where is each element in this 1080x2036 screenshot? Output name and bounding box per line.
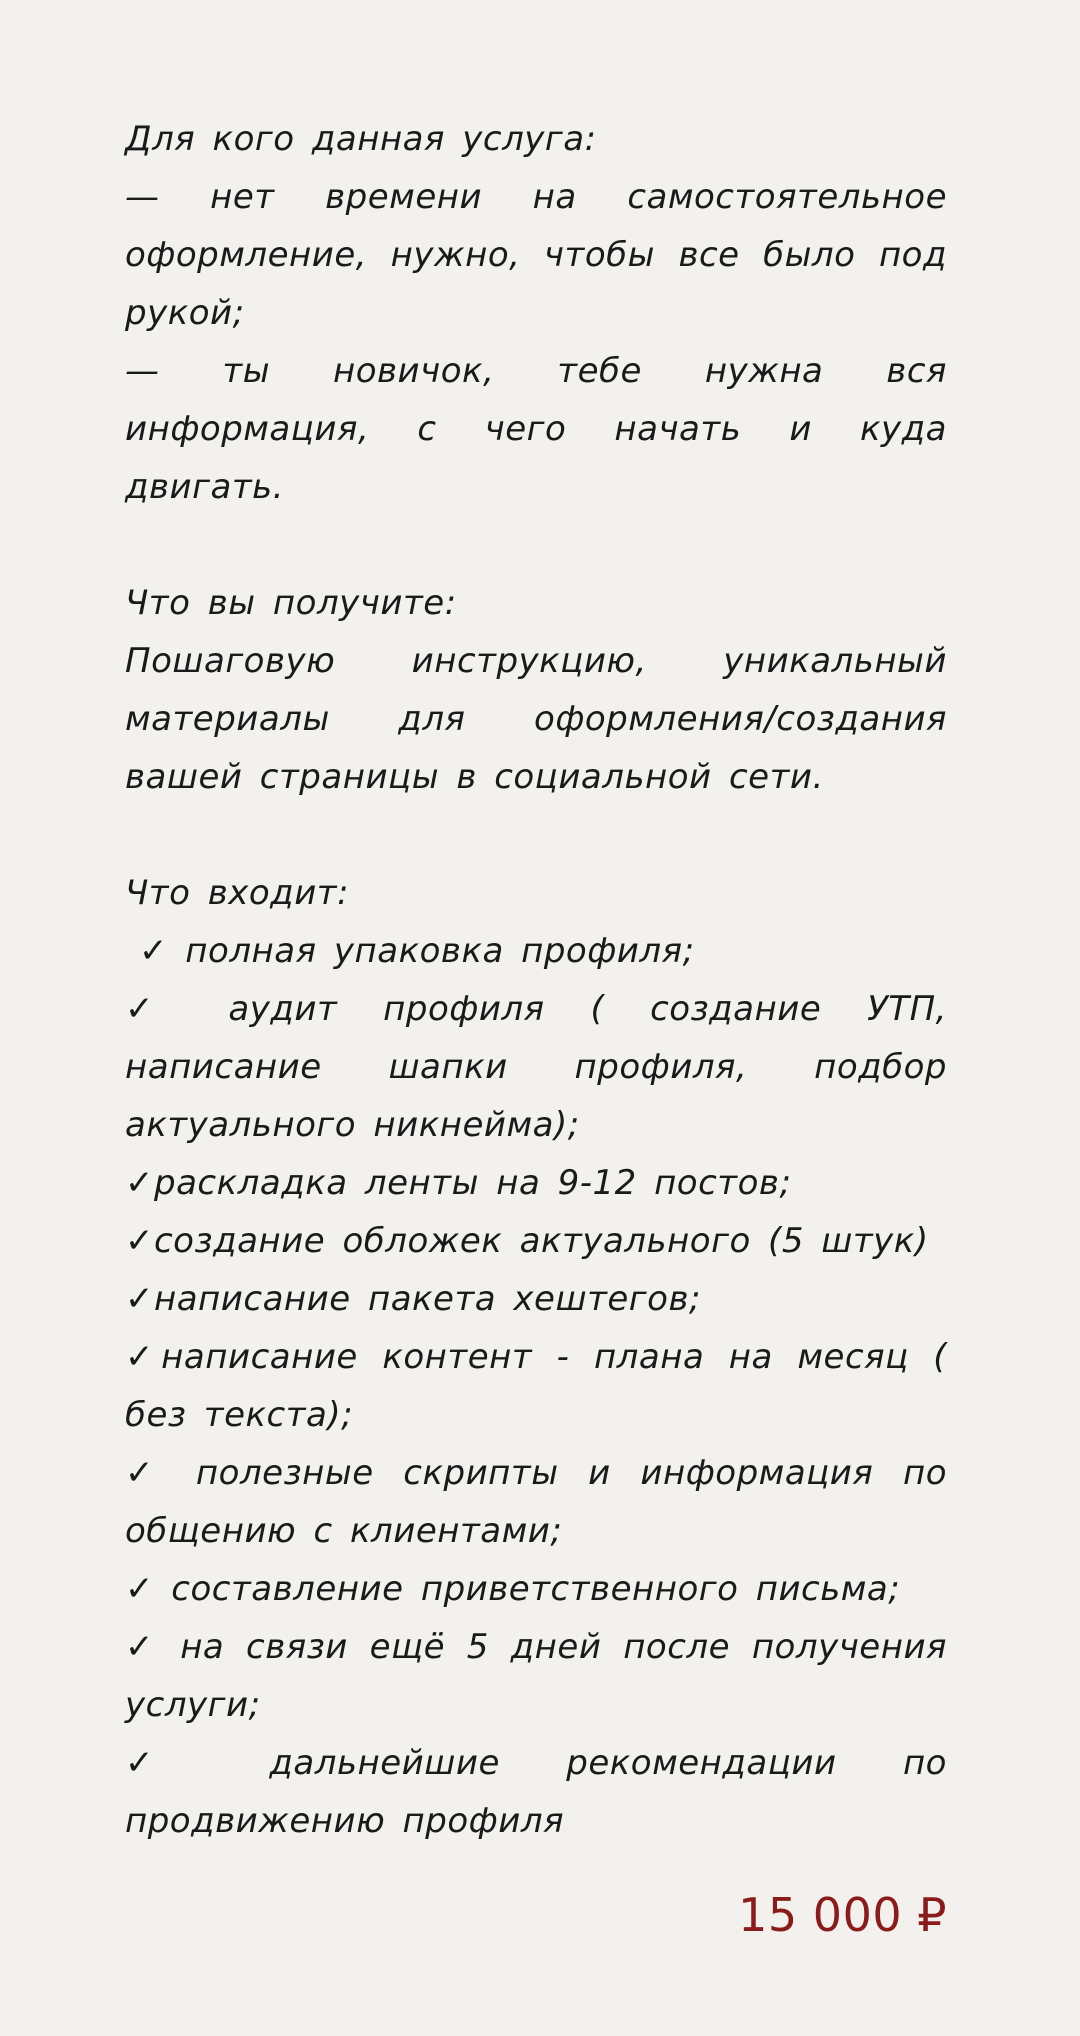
includes-item: ✓написание контент - плана на месяц ( без текста); — [125, 1337, 947, 1435]
audience-item: — нет времени на самостоятельное оформление, нужно, чтобы все было под рукой; — [125, 177, 947, 333]
section-spacer — [125, 806, 947, 864]
includes-item: ✓ составление приветственного письма; — [125, 1569, 901, 1609]
result-heading: Что вы получите: — [125, 583, 457, 623]
section-spacer — [125, 516, 947, 574]
service-description — [125, 110, 947, 1850]
includes-item: ✓ полезные скрипты и информация по общению с клиентами; — [125, 1453, 947, 1551]
includes-item: ✓раскладка ленты на 9-12 постов; — [125, 1163, 792, 1203]
includes-item: ✓написание пакета хештегов; — [125, 1279, 701, 1319]
includes-heading: Что входит: — [125, 873, 350, 913]
audience-heading: Для кого данная услуга: — [125, 119, 597, 159]
audience-item: — ты новичок, тебе нужна вся информация, с чего начать и куда двигать. — [125, 351, 947, 507]
includes-item: ✓ полная упаковка профиля; — [139, 931, 695, 971]
includes-item: ✓ на связи ещё 5 дней после получения услуги; — [125, 1627, 947, 1725]
includes-item: ✓создание обложек актуального (5 штук) — [125, 1221, 929, 1261]
result-text: Пошаговую инструкцию, уникальный материалы для оформления/создания вашей страницы в социальной сети. — [125, 641, 947, 797]
includes-item: ✓ дальнейшие рекомендации по продвижению профиля — [125, 1743, 947, 1841]
price-label: 15 000 ₽ — [738, 1888, 947, 1942]
includes-item: ✓ аудит профиля ( создание УТП, написание шапки профиля, подбор актуального никнейма); — [125, 989, 947, 1145]
